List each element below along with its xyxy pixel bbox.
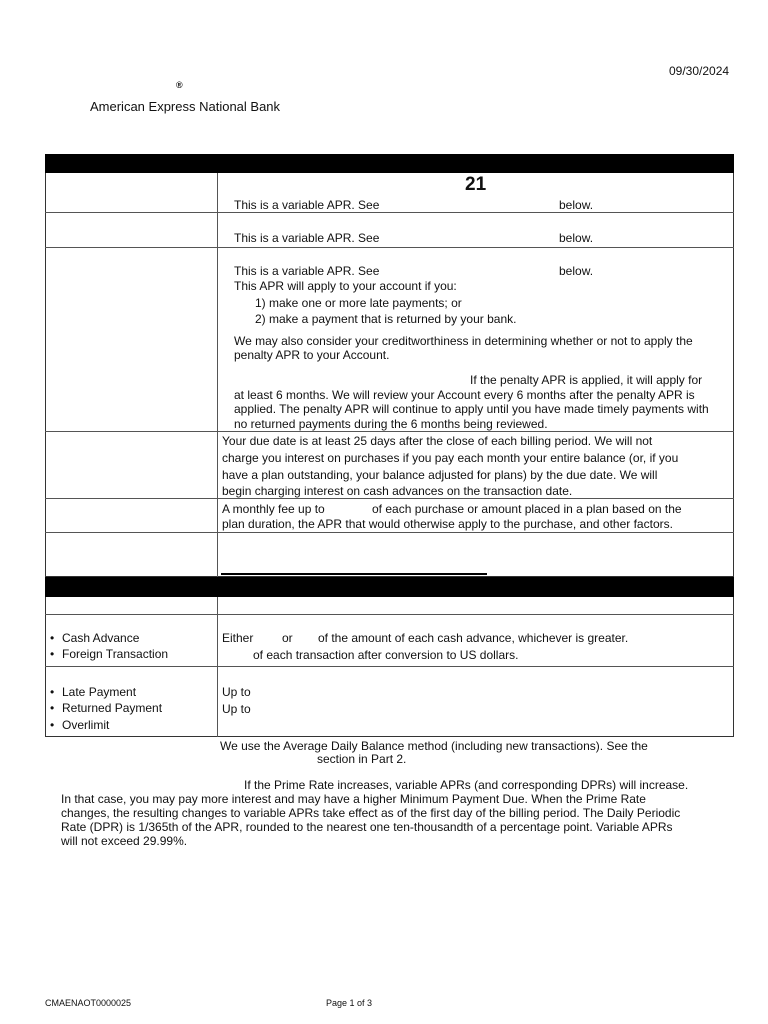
credit-text: penalty APR to your Account. (234, 348, 390, 362)
penalty-item: 1) make one or more late payments; or (255, 296, 462, 310)
plan-fee-text: A monthly fee up to (222, 502, 325, 516)
bank-name: American Express National Bank (90, 99, 281, 114)
foreign-transaction-text: of each transaction after conversion to US dollars. (253, 648, 519, 662)
registered-mark: ® (176, 80, 183, 90)
apr-table-header-bar (45, 154, 734, 173)
fees-table-header-bar (45, 577, 734, 597)
list-item: • Overlimit (50, 718, 110, 732)
cash-advance-text: of the amount of each cash advance, whichever is greater. (318, 631, 629, 645)
variable-apr-below: below. (559, 231, 594, 245)
credit-text: We may also consider your creditworthiness in determining whether or not to apply the (234, 334, 693, 348)
list-item: • Foreign Transaction (50, 647, 169, 661)
row-line (45, 614, 734, 615)
row-line (45, 247, 734, 248)
apr-table-divider (217, 173, 218, 577)
variable-apr-note: This is a variable APR. See (234, 231, 380, 245)
prime-rate-text: changes, the resulting changes to variable APRs take effect as of the first day of the billing period. The Daily Periodic (61, 806, 681, 820)
list-item: • Late Payment (50, 685, 137, 699)
row-line (45, 666, 734, 667)
prime-rate-text: Rate (DPR) is 1/365th of the APR, rounded to the nearest one ten-thousandth of a percentage point. Variable APRs (61, 820, 673, 834)
list-item: • Returned Payment (50, 701, 163, 715)
balance-method-text: We use the Average Daily Balance method (including new transactions). See the (220, 739, 648, 753)
variable-apr-note: This is a variable APR. See (234, 264, 380, 278)
prime-rate-text: will not exceed 29.99%. (61, 834, 188, 848)
statement-date: 09/30/2024 (669, 64, 730, 78)
prime-rate-text: If the Prime Rate increases, variable APRs (and corresponding DPRs) will increase. (244, 778, 689, 792)
cash-advance-or: or (282, 631, 293, 645)
penalty-applied-text: applied. The penalty APR will continue to apply until you have made timely payments with (234, 402, 709, 416)
penalty-item: 2) make a payment that is returned by your bank. (255, 312, 517, 326)
underline-rule (221, 573, 487, 575)
penalty-intro: This APR will apply to your account if you: (234, 279, 457, 293)
penalty-applied-text: at least 6 months. We will review your Account every 6 months after the penalty APR is (234, 388, 695, 402)
variable-apr-note: This is a variable APR. See (234, 198, 380, 212)
row-line (45, 532, 734, 533)
grace-period-text: have a plan outstanding, your balance adjusted for plans) by the due date. We will (222, 468, 658, 482)
variable-apr-below: below. (559, 198, 594, 212)
penalty-applied-text: no returned payments during the 6 months being reviewed. (234, 417, 548, 431)
plan-fee-text: of each purchase or amount placed in a plan based on the (372, 502, 682, 516)
list-item: • Cash Advance (50, 631, 140, 645)
balance-method-text: section in Part 2. (317, 752, 407, 766)
returned-fee-text: Up to (222, 702, 251, 716)
row-line (45, 212, 734, 213)
document-code: CMAENAOT0000025 (45, 998, 132, 1008)
penalty-applied-text: If the penalty APR is applied, it will apply for (470, 373, 703, 387)
cash-advance-either: Either (222, 631, 254, 645)
plan-fee-text: plan duration, the APR that would otherwise apply to the purchase, and other factors. (222, 517, 673, 531)
page-number: Page 1 of 3 (326, 998, 373, 1008)
purchase-apr-value: 21 (465, 174, 487, 195)
prime-rate-text: In that case, you may pay more interest and may have a higher Minimum Payment Due. When the Prime Rate (61, 792, 646, 806)
grace-period-text: begin charging interest on cash advances on the transaction date. (222, 484, 573, 498)
grace-period-text: Your due date is at least 25 days after the close of each billing period. We will not (222, 434, 653, 448)
variable-apr-below: below. (559, 264, 594, 278)
grace-period-text: charge you interest on purchases if you pay each month your entire balance (or, if you (222, 451, 679, 465)
late-fee-text: Up to (222, 685, 251, 699)
fees-table-divider (217, 597, 218, 737)
